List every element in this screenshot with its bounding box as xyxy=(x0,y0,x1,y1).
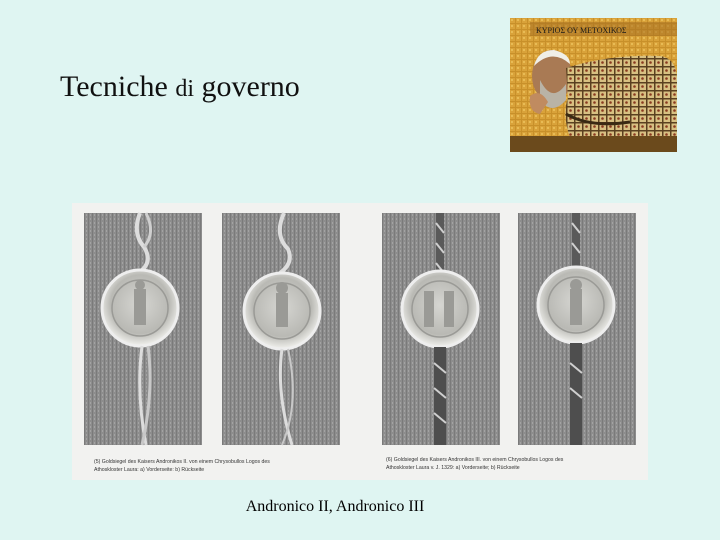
plate-caption-right-1: (6) Goldsiegel des Kaisers Andronikos III. von einem Chrysobullos Logos des xyxy=(386,457,564,463)
title-word-tecniche: Tecniche xyxy=(60,70,168,103)
title-word-di: di xyxy=(175,76,194,102)
seal-photo-3 xyxy=(382,213,500,445)
slide-caption xyxy=(0,498,720,516)
seal-photo-1 xyxy=(84,213,202,445)
title-word-governo: governo xyxy=(201,70,300,103)
mosaic-image xyxy=(510,18,677,152)
mosaic-inscription: ΚΥΡΙΟΣ ΟΥ ΜΕΤΟΧΙΚΟΣ xyxy=(536,26,627,35)
plate-caption-right-2: Athoskloster Laura v. J. 1329: a) Vorderseite; b) Rückseite xyxy=(386,465,520,471)
seals-plate xyxy=(72,203,648,480)
plate-caption-left-2: Athoskloster Laura: a) Vorderseite: b) Rückseite xyxy=(94,467,205,473)
seal-photo-2 xyxy=(222,213,340,445)
slide-title xyxy=(60,70,300,104)
caption-text: Andronico II, Andronico III xyxy=(245,498,425,515)
seal-photo-4 xyxy=(518,213,636,445)
plate-caption-left-1: (5) Goldsiegel des Kaisers Andronikos II. von einem Chrysobullos Logos des xyxy=(94,459,270,465)
